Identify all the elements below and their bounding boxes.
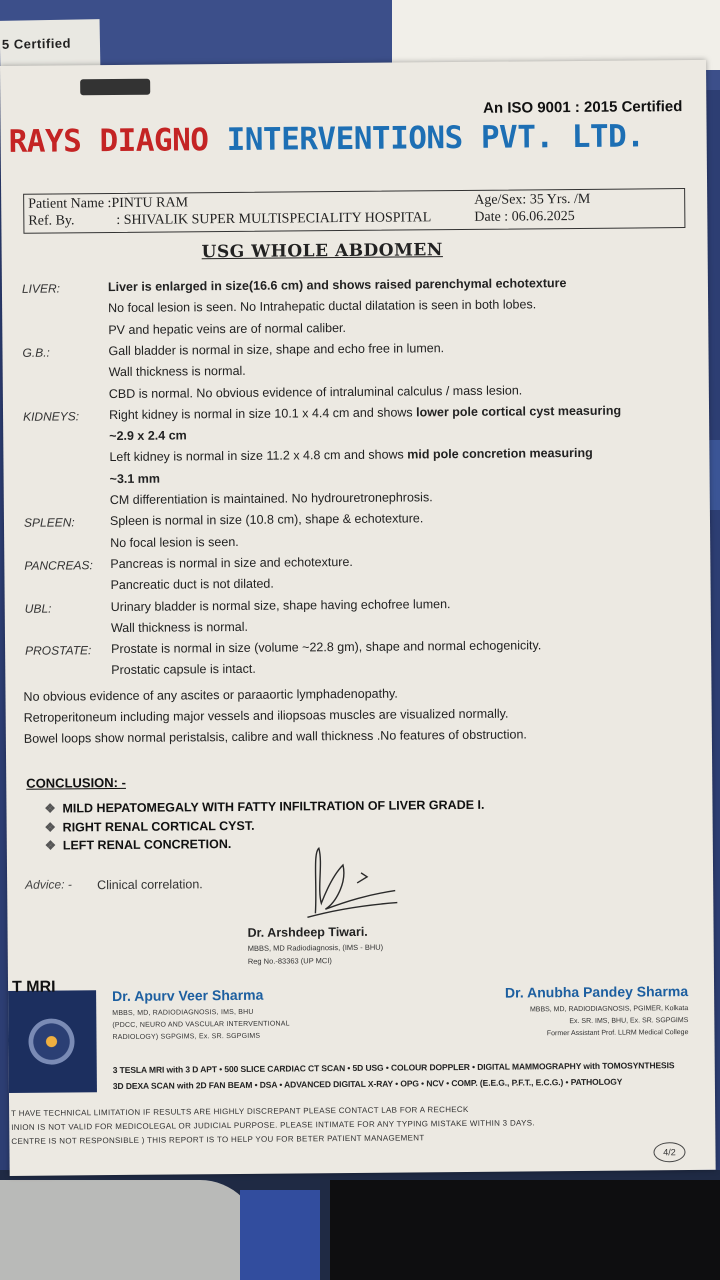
date-value: : 06.06.2025 [504,208,575,225]
conclusion-item [45,817,255,834]
general-finding: Retroperitoneum including major vessels and iliopsoas muscles are visualized normally. [23,706,509,725]
advice-text: Clinical correlation. [97,877,203,893]
finding-emphasis: mid pole concretion measuring [407,446,593,462]
signature-image [277,842,408,923]
finding-line [110,512,423,529]
ref-row [28,210,431,230]
finding-line [111,662,256,677]
finding-text: Pancreatic duct is not dilated. [110,576,274,593]
disclaimer [9,1103,649,1165]
section-label: SPLEEN: [23,515,75,531]
finding-text: Pancreas is normal in size and echotexture. [110,554,353,571]
finding-text: PV and hepatic veins are of normal caliber. [108,320,346,337]
finding-line [110,577,273,592]
logo-emblem-icon [28,1018,74,1064]
conclusion-item [45,836,232,853]
background-object [240,1190,320,1280]
finding-line [109,403,621,421]
clinic-logo [8,978,97,1093]
finding-line [109,364,246,379]
finding-line [110,535,239,550]
section-label: PANCREAS: [24,558,93,573]
finding-text: No focal lesion is seen. [110,534,239,550]
finding-line [108,276,567,294]
finding-line [111,620,248,635]
finding-text: Wall thickness is normal. [108,364,246,380]
finding-line [108,341,444,358]
finding-line [110,555,353,571]
background-object [330,1180,720,1280]
age-sex-value: 35 Yrs. /M [529,191,591,208]
background-paper-text: 5 Certified [1,35,72,52]
general-finding: Bowel loops show normal peristalsis, calibre and wall thickness .No features of obstruction. [23,727,527,747]
doctor2-name: Dr. Anubha Pandey Sharma [504,983,689,1001]
conclusion-text: LEFT RENAL CONCRETION. [62,837,232,853]
conclusion-title: CONCLUSION: - [26,774,126,791]
finding-line [111,638,541,656]
section-label: UBL: [24,601,52,616]
bullet-icon: ❖ [44,801,56,816]
services-line: 3D DEXA SCAN with 2D FAN BEAM • DSA • ADVANCED DIGITAL X-RAY • OPG • NCV • COMP. (E.E.G., P.F.T., E.C.G.) • PATHOLOGY [112,1076,623,1092]
doctor2-line: Former Assistant Prof. LLRM Medical College [546,1029,689,1038]
finding-line [109,383,522,401]
patient-name-label: Patient Name : [28,196,112,212]
ref-label: Ref. By. [28,213,75,229]
section-label: PROSTATE: [25,643,92,658]
test-title: USG WHOLE ABDOMEN [201,240,443,263]
top-label-tab [80,79,150,96]
conclusion-item [44,797,484,816]
disclaimer-line: INION IS NOT VALID FOR MEDICOLEGAL OR JUDICIAL PURPOSE. PLEASE INTIMATE FOR ANY TYPING MISTAKE WITHIN 3 DAYS. [11,1118,535,1132]
finding-line [110,490,433,507]
page-number-mark: 4/2 [653,1142,685,1162]
date-label: Date [474,209,501,225]
finding-line [109,428,187,443]
section-label: LIVER: [21,281,61,296]
doctor2-line: MBBS, MD, RADIODIAGNOSIS, PGIMER, Kolkata [529,1005,689,1014]
doctor2-line: Ex. SR. IMS, BHU, Ex. SR. SGPGIMS [569,1017,689,1026]
patient-name-row [28,195,188,212]
bullet-icon: ❖ [44,838,57,853]
background-object [0,1180,260,1280]
age-sex-label: Age/Sex: [474,192,527,208]
general-finding: No obvious evidence of any ascites or paraaortic lymphadenopathy. [23,686,398,704]
report-page [0,60,716,1176]
iso-certification: An ISO 9001 : 2015 Certified [483,98,683,117]
finding-text: Left kidney is normal in size 11.2 x 4.8 cm and shows [109,447,408,465]
company-name-blue: INTERVENTIONS PVT. LTD. [226,118,645,159]
finding-text: Right kidney is normal in size 10.1 x 4.4 cm and shows [108,405,417,422]
date-row [474,209,574,226]
company-name-red: RAYS DIAGNO [8,122,209,160]
signatory-name: Dr. Arshdeep Tiwari. [247,924,368,940]
ref-value: : SHIVALIK SUPER MULTISPECIALITY HOSPITAL [116,210,432,228]
doctor1-line: MBBS, MD, RADIODIAGNOSIS, IMS, BHU [112,1008,254,1018]
finding-text: Gall bladder is normal in size, shape and echo free in lumen. [108,341,445,358]
conclusion-text: RIGHT RENAL CORTICAL CYST. [62,818,255,834]
signatory-degree: MBBS, MD Radiodiagnosis, (IMS - BHU) [247,942,384,953]
patient-name: PINTU RAM [111,195,189,212]
disclaimer-line: T HAVE TECHNICAL LIMITATION IF RESULTS ARE HIGHLY DISCREPANT PLEASE CONTACT LAB FOR A RECHECK [11,1104,469,1118]
finding-text: Spleen is normal in size (10.8 cm), shape & echotexture. [109,511,424,529]
company-name [9,118,645,160]
section-label: G.B.: [22,345,50,360]
finding-text: CM differentiation is maintained. No hydrouretronephrosis. [109,490,433,508]
age-sex-row [474,192,590,209]
services-line: 3 TESLA MRI with 3 D APT • 500 SLICE CARDIAC CT SCAN • 5D USG • COLOUR DOPPLER • DIGITAL MAMMOGRAPHY with TOMOSYNTHESIS [112,1060,675,1076]
logo-text: T MRI [11,978,56,996]
doctor1-line: RADIOLOGY) SGPGIMS, Ex. SR. SGPGIMS [112,1032,261,1042]
conclusion-text: MILD HEPATOMEGALY WITH FATTY INFILTRATION OF LIVER GRADE I. [62,797,485,816]
patient-info-box [23,188,685,234]
finding-line [111,597,451,614]
finding-text: Wall thickness is normal. [110,619,249,635]
signatory-reg: Reg No.-83363 (UP MCI) [247,956,332,966]
finding-line [108,321,346,337]
doctor1-line: (PDCC, NEURO AND VASCULAR INTERVENTIONAL [112,1020,290,1030]
finding-text: Prostate is normal in size (volume ~22.8 gm), shape and normal echogenicity. [111,638,542,657]
finding-emphasis: Liver is enlarged in size(16.6 cm) and shows raised parenchymal echotexture [107,276,567,295]
finding-emphasis: lower pole cortical cyst measuring [416,403,622,420]
background-bottom [0,1170,720,1280]
finding-line [108,298,536,316]
finding-emphasis: ~2.9 x 2.4 cm [109,428,187,444]
finding-line [110,471,161,485]
advice-label: Advice: - [25,877,72,892]
finding-text: Prostatic capsule is intact. [111,662,256,678]
finding-line [109,446,592,464]
finding-text: Urinary bladder is normal size, shape having echofree lumen. [110,596,451,614]
disclaimer-line: CENTRE IS NOT RESPONSIBLE ) THIS REPORT IS TO HELP YOU FOR BETER PATIENT MANAGEMENT [11,1133,425,1146]
bullet-icon: ❖ [44,820,56,835]
finding-text: No focal lesion is seen. No Intrahepatic ductal dilatation is seen in both lobes. [108,297,537,316]
doctor1-name: Dr. Apurv Veer Sharma [112,986,264,1005]
finding-text: CBD is normal. No obvious evidence of intraluminal calculus / mass lesion. [108,382,523,401]
finding-emphasis: ~3.1 mm [109,471,161,486]
section-label: KIDNEYS: [22,409,80,424]
